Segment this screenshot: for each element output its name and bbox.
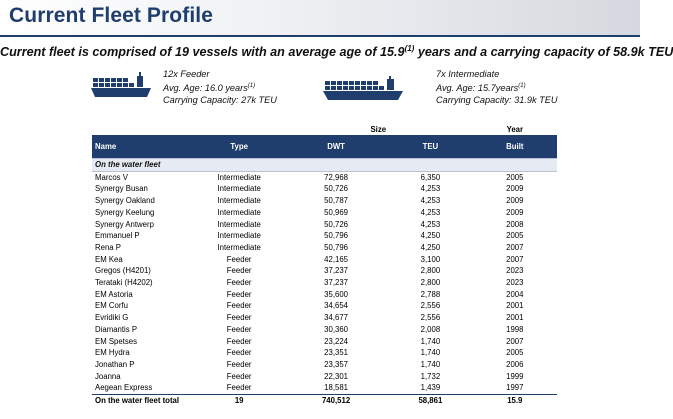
cell-teu: 4,253 [420,196,441,206]
group-row [92,159,557,172]
feeder-age [163,80,277,94]
cell-dwt: 50,796 [324,242,348,252]
total-name: On the water fleet total [92,395,194,408]
intermediate-age-footnote: (1) [518,83,526,89]
cell-dwt: 22,301 [324,371,348,381]
table-row [92,359,557,371]
cell-dwt: 72,968 [324,172,348,182]
cell-built: 2008 [506,219,524,229]
group-label: On the water fleet [92,159,557,172]
cell-type: Feeder [226,348,252,358]
table-row [92,254,557,266]
feeder-capacity: Carrying Capacity: 27k TEU [163,95,277,106]
cell-built: 2005 [506,348,524,358]
cell-dwt: 50,787 [324,196,348,206]
cell-teu: 2,556 [420,301,441,311]
cell-dwt: 37,237 [324,266,348,276]
intermediate-summary [436,68,558,106]
cell-type: Intermediate [217,196,261,206]
cell-dwt: 42,165 [324,254,348,264]
cell-name: Jonathan P [95,359,135,369]
cell-built: 2009 [506,207,524,217]
feeder-age-text: Avg. Age: 16.0 years [163,83,248,94]
table-row [92,312,557,324]
column-header-dwt: DWT [284,136,388,159]
cell-name: EM Spetses [95,336,138,346]
cell-dwt: 34,677 [324,313,348,323]
cell-dwt: 50,796 [324,231,348,241]
cell-name: Synergy Antwerp [95,219,154,229]
column-header-name: Name [92,136,194,159]
footnote-marker: (1) [404,44,415,53]
cell-name: Emmanuel P [95,231,140,241]
cell-dwt: 50,726 [324,184,348,194]
table-row [92,219,557,231]
cell-dwt: 35,600 [324,289,348,299]
cell-teu: 6,350 [420,172,441,182]
cell-type: Feeder [226,278,252,288]
column-header-teu: TEU [388,136,472,159]
cell-name: EM Astoria [95,289,133,299]
feeder-count: 12x Feeder [163,69,210,79]
total-count: 19 [194,395,284,408]
cell-name: Marcos V [95,172,128,182]
cell-teu: 4,253 [420,207,441,217]
cell-type: Feeder [226,254,252,264]
cell-type: Intermediate [217,207,261,217]
cell-built: 2023 [506,266,524,276]
table-group-header [92,124,557,136]
table-row [92,171,557,183]
cell-teu: 4,253 [420,184,441,194]
cell-dwt: 37,237 [324,278,348,288]
table-row [92,183,557,195]
cell-teu: 2,008 [420,324,441,334]
cell-name: Aegean Express [95,383,153,393]
cell-teu: 2,800 [420,278,441,288]
cell-type: Feeder [226,359,252,369]
cell-teu: 3,100 [420,254,441,264]
cell-built: 2009 [506,184,524,194]
cell-dwt: 50,969 [324,207,348,217]
cell-built: 2006 [506,359,524,369]
container-ship-icon [91,70,155,100]
cell-dwt: 23,351 [324,348,348,358]
cell-built: 2007 [506,242,524,252]
table-row [92,336,557,348]
cell-dwt: 34,654 [324,301,348,311]
table-row [92,371,557,383]
cell-teu: 1,740 [420,348,441,358]
fleet-table [92,124,557,408]
cell-built: 2005 [506,231,524,241]
group-header-blank [194,124,284,136]
intermediate-age-text: Avg. Age: 15.7years [436,83,519,94]
cell-name: Synergy Oakland [95,196,155,206]
cell-teu: 1,740 [420,359,441,369]
cell-built: 1999 [506,371,524,381]
cell-teu: 2,800 [420,266,441,276]
cell-dwt: 30,360 [324,324,348,334]
group-header-size: Size [284,124,473,136]
cell-type: Feeder [226,301,252,311]
column-header-type: Type [194,136,284,159]
table-row [92,324,557,336]
cell-type: Feeder [226,313,252,323]
table-row [92,277,557,289]
cell-built: 2023 [506,278,524,288]
table-row [92,300,557,312]
intermediate-capacity: Carrying Capacity: 31.9k TEU [436,95,558,106]
cell-built: 2009 [506,196,524,206]
cell-built: 1997 [506,383,524,393]
table-row [92,242,557,254]
cell-type: Intermediate [217,242,261,252]
cell-name: EM Corfu [95,301,128,311]
cell-teu: 2,788 [420,289,441,299]
feeder-summary [163,68,277,106]
cell-built: 2004 [506,289,524,299]
total-dwt: 740,512 [284,395,388,408]
cell-name: EM Kea [95,254,123,264]
cell-teu: 1,740 [420,336,441,346]
total-built: 15.9 [473,395,557,408]
fleet-summary-text-end: years and a carrying capacity of 58.9k TEU [414,45,673,60]
cell-teu: 1,732 [420,371,441,381]
cell-type: Feeder [226,324,252,334]
cell-teu: 2,556 [420,313,441,323]
group-header-blank [92,124,194,136]
cell-built: 2001 [506,301,524,311]
cell-dwt: 18,581 [324,383,348,393]
cell-name: Terataki (H4202) [95,278,153,288]
cell-teu: 1,439 [420,383,441,393]
cell-type: Feeder [226,371,252,381]
cell-type: Feeder [226,336,252,346]
cell-teu: 4,253 [420,219,441,229]
cell-name: Synergy Keelung [95,207,155,217]
table-row [92,347,557,359]
cell-name: Evridiki G [95,313,129,323]
table-row [92,289,557,301]
group-header-year: Year [473,124,557,136]
cell-name: EM Hydra [95,348,130,358]
cell-built: 1998 [506,324,524,334]
cell-built: 2007 [506,336,524,346]
cell-built: 2001 [506,313,524,323]
table-header [92,136,557,159]
total-teu: 58,861 [388,395,472,408]
cell-dwt: 23,357 [324,359,348,369]
feeder-age-footnote: (1) [247,83,256,89]
fleet-summary [0,44,673,60]
header-divider [0,35,640,37]
cell-type: Intermediate [217,184,261,194]
table-row [92,207,557,219]
cell-type: Feeder [226,266,252,276]
cell-dwt: 23,224 [324,336,348,346]
table-row [92,195,557,207]
table-row [92,265,557,277]
cell-name: Joanna [95,371,121,381]
cell-type: Intermediate [217,231,261,241]
cell-name: Rena P [95,242,122,252]
cell-teu: 4,250 [420,231,441,241]
cell-dwt: 50,726 [324,219,348,229]
total-row [92,395,557,408]
cell-name: Gregos (H4201) [95,266,151,276]
intermediate-age [436,80,558,94]
cell-type: Feeder [226,383,252,393]
cell-type: Intermediate [217,172,261,182]
column-header-built: Built [473,136,557,159]
intermediate-count: 7x Intermediate [436,69,500,79]
table-row [92,230,557,242]
cell-built: 2005 [506,172,524,182]
cell-teu: 4,250 [420,242,441,252]
cell-name: Synergy Busan [95,184,148,194]
table-row [92,382,557,394]
page-title: Current Fleet Profile [9,4,213,27]
header-band [0,0,640,35]
fleet-summary-text: Current fleet is comprised of 19 vessels with an average age of 15.9 [0,45,405,60]
cell-name: Diamantis P [95,324,138,334]
container-ship-icon [323,76,405,102]
cell-type: Intermediate [217,219,261,229]
cell-built: 2007 [506,254,524,264]
cell-type: Feeder [226,289,252,299]
